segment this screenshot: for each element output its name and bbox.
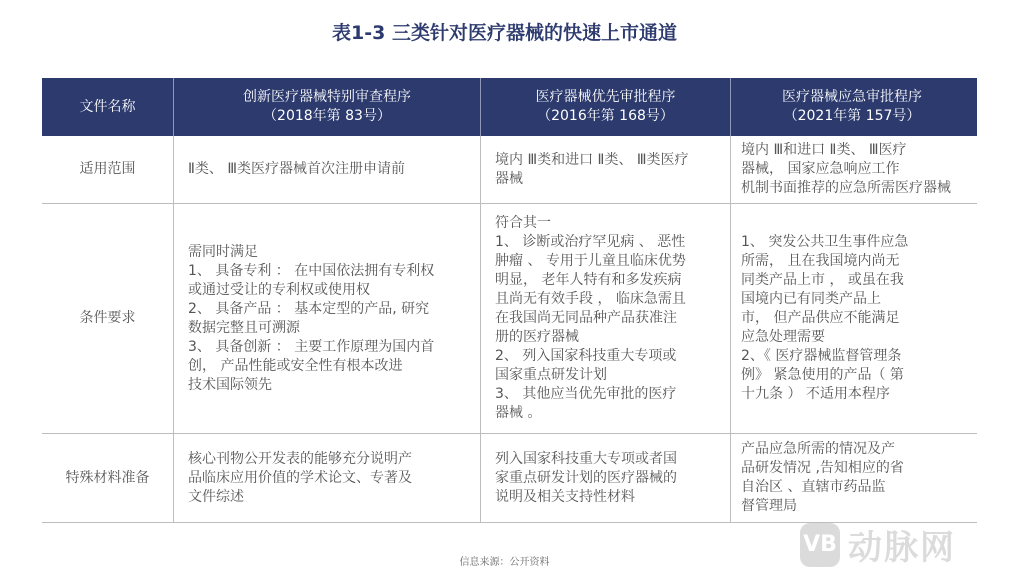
table-cell: 核心刊物公开发表的能够充分说明产 品临床应用价值的学术论文、专著及 文件综述 (173, 434, 480, 522)
table-row-scope (42, 136, 977, 204)
table-title: 表1-3 三类针对医疗器械的快速上市通道 (332, 22, 677, 44)
watermark (800, 520, 956, 569)
watermark-logo-icon: VB (800, 523, 840, 567)
table-cell: Ⅱ类、 Ⅲ类医疗器械首次注册申请前 (173, 136, 480, 203)
table-cell: 境内 Ⅲ和进口 Ⅱ类、 Ⅲ医疗 器械， 国家应急响应工作 机制书面推荐的应急所需医疗器械 (730, 136, 977, 203)
row-label: 特殊材料准备 (65, 469, 150, 486)
table-cell: 列入国家科技重大专项或者国 家重点研发计划的医疗器械的 说明及相关支持性材料 (480, 434, 730, 522)
header-innovation-procedure: 创新医疗器械特别审查程序 （2018年第 83号） (173, 78, 480, 136)
row-label: 条件要求 (79, 310, 136, 326)
table-cell: 符合其一 1、 诊断或治疗罕见病 、 恶性 肿瘤 、 专用于儿童且临床优势 明显， 老年人特有和多发疾病 且尚无有效手段 ， 临床急需且 在我国尚无同品种产品获准注 册的医疗器械 2、 列入国家科技重大专项或 国家重点研发计划 3、 其他应当优先审批的医疗 器械 。 (480, 204, 730, 433)
table-cell: 产品应急所需的情况及产 品研发情况 ,告知相应的省 自治区 、直辖市药品监 督管理局 (730, 434, 977, 522)
table-header-row (42, 78, 977, 136)
source-note: 信息来源：公开资料 (459, 557, 550, 568)
row-label: 适用范围 (79, 161, 136, 177)
table-row-conditions (42, 204, 977, 434)
header-priority-procedure: 医疗器械优先审批程序 （2016年第 168号） (480, 78, 730, 136)
watermark-text: 动脉网 (848, 528, 956, 568)
fast-track-table (42, 78, 977, 523)
table-cell: 境内 Ⅲ类和进口 Ⅱ类、 Ⅲ类医疗 器械 (480, 136, 730, 203)
table-cell: 需同时满足 1、 具备专利 ： 在中国依法拥有专利权 或通过受让的专利权或使用权 2、 具备产品 ： 基本定型的产品, 研究 数据完整且可溯源 3、 具备创新 ： 主要工作原理为国内首 创， 产品性能或安全性有根本改进 技术国际领先 (173, 204, 480, 433)
table-row-materials (42, 434, 977, 523)
header-emergency-procedure: 医疗器械应急审批程序 （2021年第 157号） (730, 78, 977, 136)
header-file-name: 文件名称 (79, 98, 136, 115)
table-cell: 1、 突发公共卫生事件应急 所需， 且在我国境内尚无 同类产品上市 ， 或虽在我 国境内已有同类产品上 市， 但产品供应不能满足 应急处理需要 2、《 医疗器械监督管理条 例》 紧急使用的产品（ 第 十九条 ） 不适用本程序 (730, 204, 977, 433)
